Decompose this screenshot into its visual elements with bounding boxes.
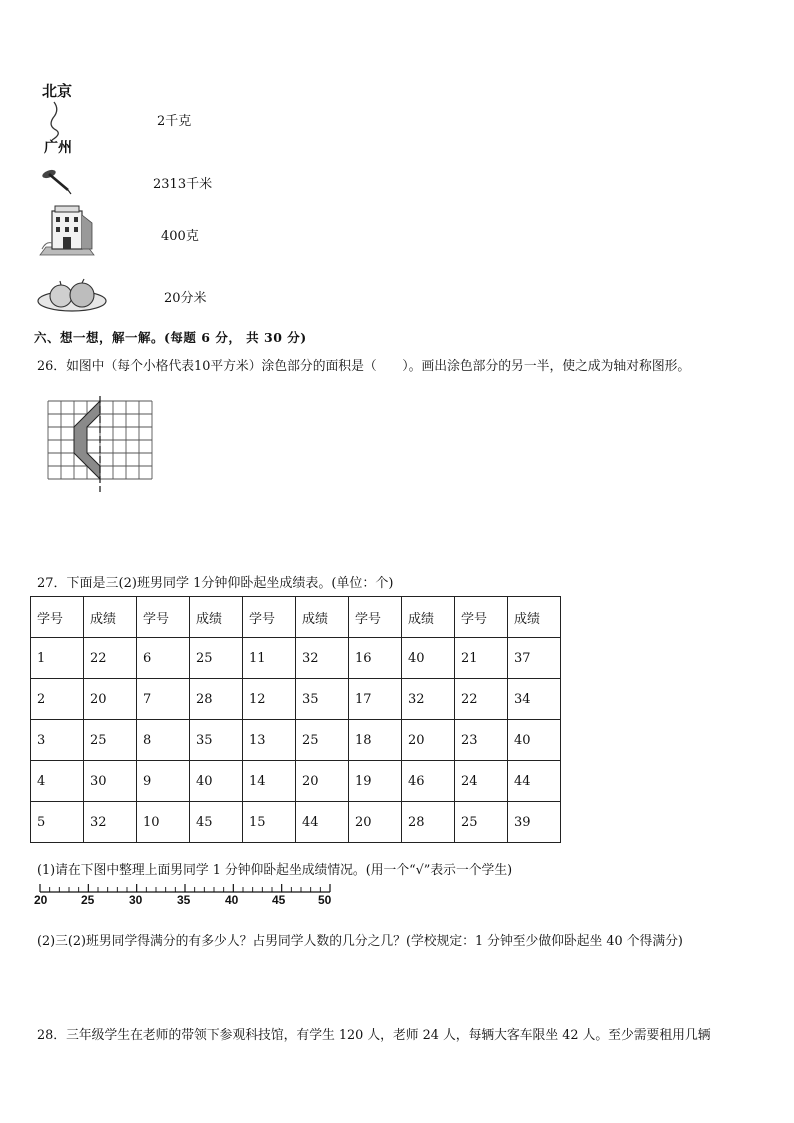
header-cell: 成绩 (508, 597, 561, 638)
table-cell: 39 (508, 802, 561, 843)
table-cell: 7 (137, 679, 190, 720)
table-cell: 45 (190, 802, 243, 843)
axis-label: 20 (34, 893, 48, 907)
table-cell: 25 (84, 720, 137, 761)
header-cell: 学号 (349, 597, 402, 638)
section-six-heading: 六、想一想，解一解。(每题 6 分， 共 30 分) (34, 330, 307, 345)
axis-label: 45 (272, 893, 286, 907)
table-row (31, 679, 561, 720)
table-cell: 5 (31, 802, 84, 843)
match-value-3: 400克 (161, 229, 199, 244)
table-cell: 22 (455, 679, 508, 720)
question-27-part-1: (1)请在下图中整理上面男同学 1 分钟仰卧起坐成绩情况。(用一个“√”表示一个学生) (37, 863, 513, 878)
table-cell: 1 (31, 638, 84, 679)
table-cell: 20 (296, 761, 349, 802)
score-table (30, 596, 561, 843)
table-row (31, 720, 561, 761)
table-cell: 16 (349, 638, 402, 679)
building-picture (38, 203, 96, 257)
question-27-part-2: (2)三(2)班男同学得满分的有多少人？占男同学人数的几分之几？(学校规定：1 分钟至少做仰卧起坐 40 个得满分) (37, 934, 683, 949)
table-cell: 19 (349, 761, 402, 802)
table-cell: 21 (455, 638, 508, 679)
table-cell: 25 (455, 802, 508, 843)
table-cell: 22 (84, 638, 137, 679)
table-row (31, 761, 561, 802)
table-cell: 10 (137, 802, 190, 843)
table-cell: 30 (84, 761, 137, 802)
map-label-guangzhou: 广州 (44, 140, 72, 156)
table-cell: 12 (243, 679, 296, 720)
table-cell: 25 (296, 720, 349, 761)
question-26-text: 26．如图中（每个小格代表10平方米）涂色部分的面积是（ ）。画出涂色部分的另一半，使之成为轴对称图形。 (37, 359, 691, 374)
symmetry-grid-figure (45, 396, 161, 492)
match-value-2: 2313千米 (153, 177, 213, 192)
question-28-text: 28．三年级学生在老师的带领下参观科技馆，有学生 120 人，老师 24 人，每辆大客车限坐 42 人。至少需要租用几辆 (37, 1028, 711, 1043)
table-cell: 44 (296, 802, 349, 843)
table-cell: 40 (190, 761, 243, 802)
table-cell: 3 (31, 720, 84, 761)
table-cell: 2 (31, 679, 84, 720)
table-cell: 46 (402, 761, 455, 802)
table-cell: 32 (84, 802, 137, 843)
table-cell: 17 (349, 679, 402, 720)
axis-label: 40 (225, 893, 239, 907)
table-cell: 11 (243, 638, 296, 679)
axis-label: 25 (81, 893, 95, 907)
header-cell: 成绩 (296, 597, 349, 638)
table-cell: 37 (508, 638, 561, 679)
table-cell: 32 (296, 638, 349, 679)
table-cell: 23 (455, 720, 508, 761)
table-row (31, 638, 561, 679)
table-cell: 20 (402, 720, 455, 761)
match-value-4: 20分米 (164, 291, 207, 306)
axis-label: 35 (177, 893, 191, 907)
table-cell: 8 (137, 720, 190, 761)
table-cell: 20 (84, 679, 137, 720)
table-cell: 25 (190, 638, 243, 679)
table-row (31, 802, 561, 843)
table-cell: 14 (243, 761, 296, 802)
table-cell: 24 (455, 761, 508, 802)
header-cell: 成绩 (190, 597, 243, 638)
table-cell: 9 (137, 761, 190, 802)
header-cell: 学号 (243, 597, 296, 638)
table-cell: 15 (243, 802, 296, 843)
header-cell: 成绩 (84, 597, 137, 638)
match-value-1: 2千克 (157, 114, 192, 129)
axis-label: 30 (129, 893, 143, 907)
table-cell: 34 (508, 679, 561, 720)
axis-label: 50 (318, 893, 332, 907)
header-cell: 学号 (31, 597, 84, 638)
header-cell: 成绩 (402, 597, 455, 638)
table-cell: 32 (402, 679, 455, 720)
table-cell: 28 (402, 802, 455, 843)
table-cell: 6 (137, 638, 190, 679)
nail-picture (40, 168, 80, 198)
table-cell: 18 (349, 720, 402, 761)
table-cell: 44 (508, 761, 561, 802)
table-cell: 20 (349, 802, 402, 843)
map-label-beijing: 北京 (42, 82, 73, 100)
apples-on-plate-picture (36, 277, 108, 313)
question-27-intro: 27．下面是三(2)班男同学 1分钟仰卧起坐成绩表。(单位：个) (37, 576, 394, 591)
table-cell: 4 (31, 761, 84, 802)
table-cell: 28 (190, 679, 243, 720)
table-cell: 40 (508, 720, 561, 761)
table-cell: 40 (402, 638, 455, 679)
header-cell: 学号 (455, 597, 508, 638)
axis-labels (36, 893, 336, 909)
beijing-guangzhou-map-picture (38, 80, 83, 156)
table-cell: 35 (190, 720, 243, 761)
table-header-row (31, 597, 561, 638)
table-cell: 35 (296, 679, 349, 720)
table-cell: 13 (243, 720, 296, 761)
header-cell: 学号 (137, 597, 190, 638)
